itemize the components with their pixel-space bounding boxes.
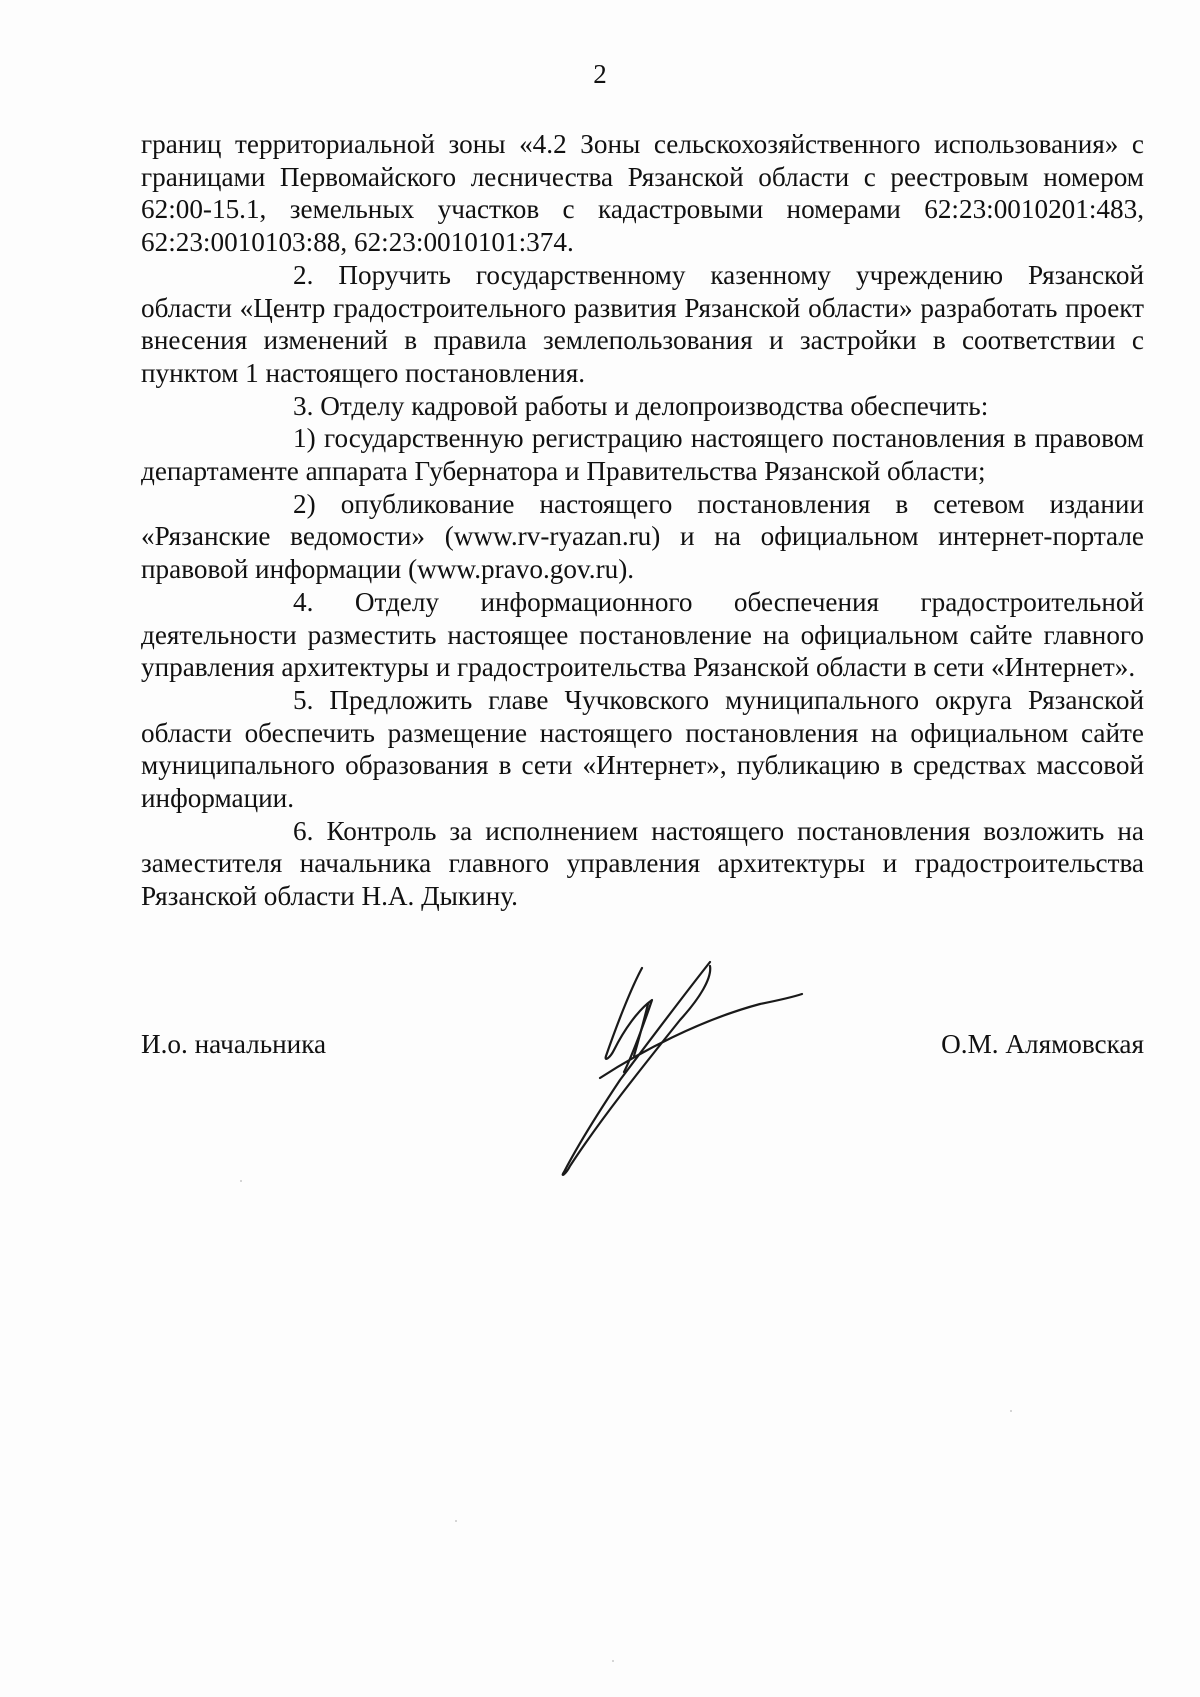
- handwritten-signature: [560, 960, 820, 1180]
- item-number: 4.: [293, 586, 314, 617]
- paragraph-text: Контроль за исполнением настоящего постановления возложить на заместителя начальника главного управления архитектуры и градостроительства Рязанской области Н.А. Дыкину.: [141, 815, 1144, 912]
- item-number: 6.: [293, 815, 314, 846]
- paragraph-subitem-2: [141, 488, 1144, 586]
- scan-speck: [455, 1520, 457, 1522]
- paragraph-item-3: [141, 390, 1144, 423]
- paragraph-text: границ территориальной зоны «4.2 Зоны сельскохозяйственного использования» с границами Первомайского лесничества Рязанской области с реестровым номером 62:00-15.1, земельных участков с кадастровыми номерами 62:23:0010201:483, 62:23:0010103:88, 62:23:0010101:374.: [141, 129, 1144, 258]
- page-number: 2: [593, 59, 607, 89]
- paragraph-text: Отделу информационного обеспечения градостроительной деятельности разместить настоящее постановление на официальном сайте главного управления архитектуры и градостроительства Рязанской области в сети «Интернет».: [141, 586, 1145, 683]
- paragraph-text: Предложить главе Чучковского муниципального округа Рязанской области обеспечить размещение настоящего постановления на официальном сайте муниципального образования в сети «Интернет», публикацию в средствах массовой информации.: [141, 684, 1144, 814]
- scan-speck: [612, 1660, 614, 1662]
- signatory-role: И.о. начальника: [141, 1029, 327, 1059]
- paragraph-item-5: [141, 684, 1144, 815]
- paragraph-text: Отделу кадровой работы и делопроизводства обеспечить:: [320, 390, 989, 421]
- scan-speck: [1010, 1410, 1012, 1412]
- paragraph-item-2: [141, 259, 1144, 390]
- item-number: 3.: [293, 390, 314, 421]
- document-body: [141, 128, 1144, 913]
- paragraph-text: государственную регистрацию настоящего постановления в правовом департаменте аппарата Губернатора и Правительства Рязанской области;: [141, 423, 1145, 487]
- paragraph-text: опубликование настоящего постановления в сетевом издании «Рязанские ведомости» (www.rv-ryazan.ru) и на официальном интернет-портале правовой информации (www.pravo.gov.ru).: [141, 488, 1145, 585]
- paragraph-text: Поручить государственному казенному учреждению Рязанской области «Центр градостроительного развития Рязанской области» разработать проект внесения изменений в правила землепользования и застройки в соответствии с пунктом 1 настоящего постановления.: [141, 259, 1144, 388]
- paragraph-subitem-1: [141, 422, 1144, 487]
- signature-block: [141, 1028, 1144, 1068]
- item-number: 2.: [293, 259, 314, 290]
- paragraph-item-6: [141, 815, 1144, 913]
- item-number: 5.: [293, 684, 314, 715]
- item-number: 1): [293, 423, 316, 454]
- paragraph-1-continuation: [141, 128, 1144, 259]
- signatory-name: О.М. Алямовская: [941, 1029, 1144, 1059]
- paragraph-item-4: [141, 586, 1144, 684]
- item-number: 2): [293, 488, 316, 519]
- scan-speck: [240, 1180, 242, 1182]
